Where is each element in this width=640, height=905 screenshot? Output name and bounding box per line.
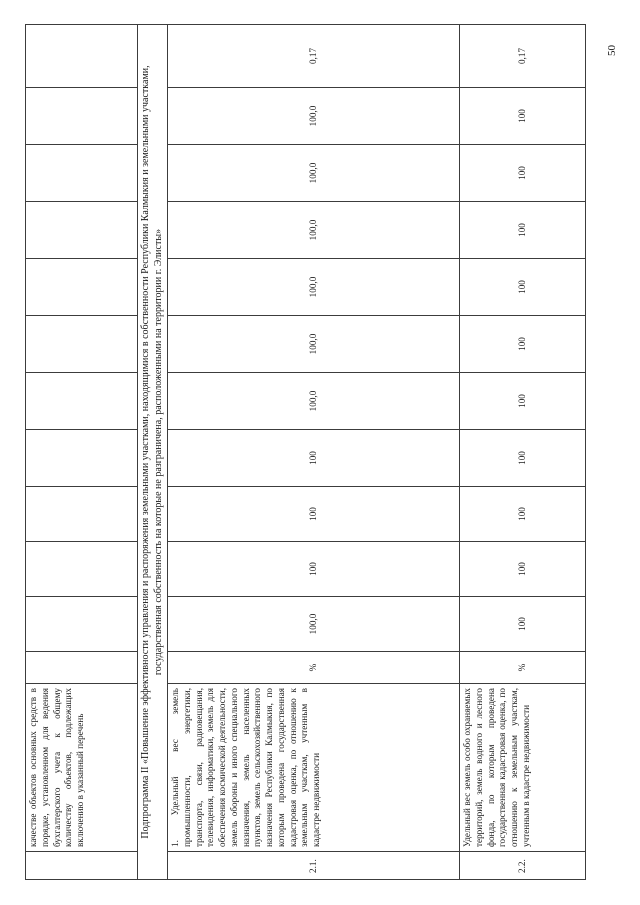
row-number: 2.1. — [168, 852, 460, 880]
table-row-2-2 — [460, 25, 586, 880]
value-cell: 100 — [460, 597, 586, 652]
value-cell: 100 — [460, 542, 586, 597]
indicators-table — [25, 24, 586, 880]
value-cell: 100,0 — [168, 259, 460, 316]
value-cell: 100 — [460, 316, 586, 373]
value-cell: 100,0 — [168, 202, 460, 259]
rotated-page — [25, 25, 585, 880]
table-row-2-1 — [168, 25, 460, 880]
indicator-text: 1. Удельный вес земель промышленности, энергетики, транспорта, связи, радиовещания, телевидения, информатики, земель для обеспечения космической деятельности, земель обороны и иного специального назначения, земель населенных пунктов, земель сельскохозяйственного назначения Республики Калмыкия, по которым проведена государственная кадастровая оценка, по отношению к земельным участкам, учтенным в кадастре недвижимости — [168, 684, 460, 852]
page-number: 50 — [606, 45, 618, 56]
value-cell: 100 — [460, 373, 586, 430]
table-row-prev — [26, 25, 138, 880]
value-cell: 100 — [460, 88, 586, 145]
unit-cell: % — [168, 652, 460, 684]
value-cell: 100 — [460, 487, 586, 542]
subprogram-title: Подпрограмма II «Повышение эффективности управления и распоряжения земельными участками, находящимися в собственности Республики Калмыкия и земельными участками, государственная собственность на которые не разграничена, расположенными на территории г. Элисты» — [138, 25, 168, 880]
value-cell: 0,17 — [460, 25, 586, 88]
value-cell: 100 — [460, 202, 586, 259]
row-number: 2.2. — [460, 852, 586, 880]
prev-num-cell — [26, 852, 138, 880]
value-cell: 100 — [168, 542, 460, 597]
value-cell: 100,0 — [168, 597, 460, 652]
unit-cell: % — [460, 652, 586, 684]
value-cell: 100,0 — [168, 316, 460, 373]
value-cell: 100,0 — [168, 145, 460, 202]
indicator-text: Удельный вес земель особо охраняемых территорий, земель водного и лесного фонда, по которым проведена государственная кадастровая оценка, по отношению к земельным участкам, учтенным в кадастре недвижимости — [460, 684, 586, 852]
value-cell: 100,0 — [168, 88, 460, 145]
value-cell: 100,0 — [168, 373, 460, 430]
value-cell: 100 — [168, 487, 460, 542]
prev-text-cell: качестве объектов основных средств в порядке, установленном для ведения бухгалтерского учета к общему количеству объектов, подлежащих включению в указанный перечень — [26, 684, 138, 852]
value-cell: 100 — [460, 430, 586, 487]
value-cell: 100 — [168, 430, 460, 487]
value-cell: 100 — [460, 259, 586, 316]
table-row-subprogram — [138, 25, 168, 880]
value-cell: 0,17 — [168, 25, 460, 88]
value-cell: 100 — [460, 145, 586, 202]
